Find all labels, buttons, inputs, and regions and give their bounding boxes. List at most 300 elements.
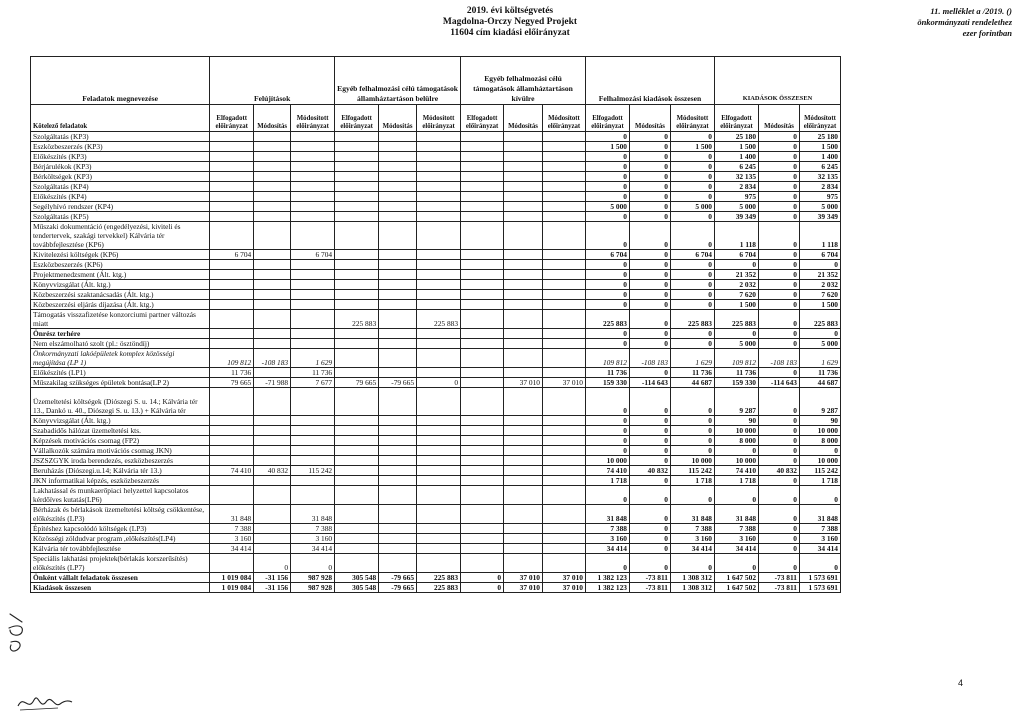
cell-value: 0 <box>759 300 800 310</box>
cell-value <box>254 456 291 466</box>
cell-value: -114 643 <box>630 378 671 388</box>
cell-value <box>335 300 379 310</box>
cell-value: 7 388 <box>291 524 335 534</box>
col-group-capital-total: Felhalmozási kiadások összesen <box>585 57 714 105</box>
cell-value: 7 388 <box>210 524 254 534</box>
cell-value: 3 160 <box>799 534 840 544</box>
table-row <box>31 310 841 329</box>
cell-value: 109 812 <box>585 349 629 368</box>
document-header <box>380 6 640 39</box>
cell-value <box>254 436 291 446</box>
cell-value: 0 <box>585 270 629 280</box>
cell-value: 0 <box>585 172 629 182</box>
cell-value <box>335 260 379 270</box>
cell-value <box>291 182 335 192</box>
table-row <box>31 280 841 290</box>
cell-value <box>542 300 585 310</box>
cell-value: 31 848 <box>670 505 714 524</box>
cell-value: 40 832 <box>759 466 800 476</box>
cell-value <box>291 436 335 446</box>
sub-header: Módosított előirányzat <box>417 105 461 132</box>
sub-header: Módosított előirányzat <box>542 105 585 132</box>
cell-value: 225 883 <box>417 573 461 583</box>
cell-value <box>291 192 335 202</box>
cell-value <box>417 436 461 446</box>
cell-value <box>335 152 379 162</box>
cell-value: 0 <box>799 329 840 339</box>
cell-value <box>210 339 254 349</box>
cell-value: 0 <box>630 202 671 212</box>
cell-value <box>417 192 461 202</box>
cell-value: 0 <box>759 505 800 524</box>
cell-value: 37 010 <box>542 378 585 388</box>
cell-value <box>461 378 504 388</box>
cell-value <box>542 505 585 524</box>
cell-value <box>504 152 543 162</box>
cell-value: 7 620 <box>714 290 758 300</box>
cell-value <box>504 486 543 505</box>
group-header-row <box>31 57 841 105</box>
cell-value <box>254 300 291 310</box>
cell-value <box>210 260 254 270</box>
cell-value <box>417 466 461 476</box>
cell-value <box>461 416 504 426</box>
row-label: Projektmenedzsment (Ált. ktg.) <box>31 270 210 280</box>
cell-value: 0 <box>630 476 671 486</box>
cell-value <box>254 426 291 436</box>
cell-value: 6 245 <box>799 162 840 172</box>
cell-value: 115 242 <box>670 466 714 476</box>
row-label: Közösségi zöldudvar program ,előkészítés(LP4) <box>31 534 210 544</box>
cell-value: 987 928 <box>291 573 335 583</box>
cell-value <box>542 172 585 182</box>
cell-value: 0 <box>670 222 714 250</box>
cell-value: 0 <box>759 544 800 554</box>
cell-value: 3 160 <box>585 534 629 544</box>
cell-value: 0 <box>670 554 714 573</box>
cell-value <box>542 436 585 446</box>
cell-value <box>210 152 254 162</box>
row-label: Kálvária tér továbbfejlesztése <box>31 544 210 554</box>
cell-value <box>461 212 504 222</box>
cell-value: 74 410 <box>210 466 254 476</box>
table-row <box>31 222 841 250</box>
row-label: Szolgáltatás (KP3) <box>31 132 210 142</box>
cell-value: 0 <box>799 446 840 456</box>
cell-value <box>335 456 379 466</box>
cell-value <box>379 416 417 426</box>
table-row <box>31 162 841 172</box>
row-label: Speciális lakhatási projektek(bérlakás korszerűsítés) előkészítés (LP7) <box>31 554 210 573</box>
sub-header: Elfogadott előirányzat <box>585 105 629 132</box>
cell-value: 0 <box>630 339 671 349</box>
cell-value <box>291 300 335 310</box>
cell-value: 1 718 <box>714 476 758 486</box>
cell-value <box>461 162 504 172</box>
cell-value: 0 <box>585 132 629 142</box>
cell-value <box>254 260 291 270</box>
sub-header: Módosítás <box>630 105 671 132</box>
cell-value <box>504 250 543 260</box>
total-row <box>31 583 841 593</box>
cell-value: 0 <box>630 212 671 222</box>
cell-value: 159 330 <box>714 378 758 388</box>
cell-value <box>461 476 504 486</box>
cell-value: 0 <box>585 260 629 270</box>
cell-value <box>504 202 543 212</box>
cell-value <box>335 270 379 280</box>
cell-value <box>379 222 417 250</box>
cell-value: 74 410 <box>714 466 758 476</box>
table-row <box>31 202 841 212</box>
cell-value: 0 <box>714 554 758 573</box>
cell-value: 0 <box>759 280 800 290</box>
cell-value: 0 <box>759 192 800 202</box>
cell-value <box>504 388 543 416</box>
cell-value <box>542 426 585 436</box>
row-label: Önrész terhére <box>31 329 210 339</box>
cell-value <box>461 329 504 339</box>
sub-header: Elfogadott előirányzat <box>210 105 254 132</box>
cell-value <box>335 212 379 222</box>
row-label: Kiadások összesen <box>31 583 210 593</box>
cell-value <box>417 349 461 368</box>
cell-value: 79 665 <box>335 378 379 388</box>
row-label: Bérköltségek (KP3) <box>31 172 210 182</box>
cell-value: 1 647 502 <box>714 573 758 583</box>
table-row <box>31 368 841 378</box>
cell-value: 0 <box>630 329 671 339</box>
row-label: Képzések motivációs csomag (FP2) <box>31 436 210 446</box>
row-label: Közbeszerzési szaktanácsadás (Ált. ktg.) <box>31 290 210 300</box>
table-row <box>31 554 841 573</box>
cell-value: 11 736 <box>291 368 335 378</box>
cell-value: 0 <box>670 280 714 290</box>
cell-value <box>542 142 585 152</box>
cell-value: 1 400 <box>799 152 840 162</box>
cell-value <box>291 152 335 162</box>
cell-value: 0 <box>670 182 714 192</box>
cell-value <box>542 339 585 349</box>
cell-value <box>542 524 585 534</box>
cell-value: 34 414 <box>585 544 629 554</box>
cell-value: 1 573 691 <box>799 573 840 583</box>
row-label: Könyvvizsgálat (Ált. ktg.) <box>31 416 210 426</box>
cell-value <box>291 132 335 142</box>
table-row <box>31 466 841 476</box>
cell-value: 0 <box>759 554 800 573</box>
cell-value: 0 <box>585 339 629 349</box>
cell-value: 1 718 <box>585 476 629 486</box>
cell-value <box>379 212 417 222</box>
cell-value <box>210 132 254 142</box>
cell-value <box>335 368 379 378</box>
cell-value <box>254 222 291 250</box>
cell-value <box>542 466 585 476</box>
cell-value <box>291 172 335 182</box>
table-row <box>31 349 841 368</box>
cell-value <box>210 456 254 466</box>
cell-value <box>504 300 543 310</box>
cell-value <box>504 524 543 534</box>
cell-value: 0 <box>670 260 714 270</box>
cell-value: 0 <box>759 436 800 446</box>
row-label: Előkészítés (KP3) <box>31 152 210 162</box>
cell-value: 6 704 <box>585 250 629 260</box>
cell-value <box>291 202 335 212</box>
cell-value <box>417 142 461 152</box>
cell-value <box>254 476 291 486</box>
cell-value <box>542 290 585 300</box>
cell-value <box>417 446 461 456</box>
cell-value <box>210 300 254 310</box>
cell-value <box>254 290 291 300</box>
row-label: Bérházak és bérlakások üzemeltetési költség csökkentése, előkészítés (LP3) <box>31 505 210 524</box>
cell-value <box>291 339 335 349</box>
table-row <box>31 534 841 544</box>
cell-value: 0 <box>630 260 671 270</box>
cell-value <box>461 505 504 524</box>
cell-value: 5 000 <box>714 339 758 349</box>
cell-value <box>542 368 585 378</box>
cell-value <box>335 162 379 172</box>
cell-value <box>542 280 585 290</box>
cell-value: 44 687 <box>670 378 714 388</box>
cell-value <box>542 554 585 573</box>
row-label: Önkormányzati lakóépületek komplex közösségi megújítása (LP 1) <box>31 349 210 368</box>
cell-value <box>504 505 543 524</box>
cell-value: 0 <box>759 142 800 152</box>
cell-value <box>461 368 504 378</box>
cell-value <box>335 142 379 152</box>
cell-value <box>210 192 254 202</box>
cell-value: 0 <box>585 212 629 222</box>
cell-value <box>417 202 461 212</box>
cell-value <box>461 290 504 300</box>
cell-value: 225 883 <box>417 310 461 329</box>
cell-value <box>254 416 291 426</box>
cell-value <box>291 426 335 436</box>
cell-value <box>417 132 461 142</box>
cell-value: 2 032 <box>714 280 758 290</box>
cell-value <box>254 534 291 544</box>
cell-value <box>417 162 461 172</box>
cell-value <box>417 329 461 339</box>
cell-value <box>417 270 461 280</box>
cell-value <box>291 162 335 172</box>
cell-value <box>542 182 585 192</box>
cell-value <box>504 172 543 182</box>
col-group-expenditure-total: KIADÁSOK ÖSSZESEN <box>714 57 840 105</box>
table-row <box>31 290 841 300</box>
cell-value: 0 <box>670 339 714 349</box>
cell-value: -108 183 <box>254 349 291 368</box>
cell-value <box>504 142 543 152</box>
cell-value <box>379 456 417 466</box>
cell-value: 0 <box>630 152 671 162</box>
cell-value <box>461 524 504 534</box>
cell-value: 0 <box>670 212 714 222</box>
cell-value <box>254 192 291 202</box>
cell-value: -71 988 <box>254 378 291 388</box>
cell-value <box>461 222 504 250</box>
row-label: Bérjárulékok (KP3) <box>31 162 210 172</box>
cell-value: 0 <box>585 300 629 310</box>
cell-value: 0 <box>585 426 629 436</box>
table-row <box>31 152 841 162</box>
cell-value: 0 <box>630 310 671 329</box>
row-label: Előkészítés (LP1) <box>31 368 210 378</box>
cell-value: 0 <box>585 290 629 300</box>
cell-value <box>504 456 543 466</box>
cell-value <box>379 142 417 152</box>
table-row <box>31 544 841 554</box>
cell-value: 10 000 <box>670 456 714 466</box>
cell-value <box>210 212 254 222</box>
cell-value <box>210 476 254 486</box>
cell-value: 31 848 <box>799 505 840 524</box>
cell-value: -31 156 <box>254 573 291 583</box>
signature <box>14 686 74 716</box>
cell-value: 0 <box>630 524 671 534</box>
cell-value: 21 352 <box>714 270 758 280</box>
cell-value: 0 <box>799 554 840 573</box>
cell-value <box>417 172 461 182</box>
cell-value <box>379 192 417 202</box>
cell-value <box>461 436 504 446</box>
cell-value <box>291 222 335 250</box>
cell-value <box>379 554 417 573</box>
cell-value <box>417 486 461 505</box>
cell-value: 2 032 <box>799 280 840 290</box>
cell-value <box>504 260 543 270</box>
cell-value <box>542 310 585 329</box>
cell-value <box>210 280 254 290</box>
cell-value: 0 <box>630 505 671 524</box>
cell-value <box>417 290 461 300</box>
cell-value: 2 834 <box>714 182 758 192</box>
cell-value <box>542 212 585 222</box>
cell-value <box>542 416 585 426</box>
cell-value: 0 <box>630 222 671 250</box>
cell-value: 0 <box>585 152 629 162</box>
cell-value: 7 388 <box>799 524 840 534</box>
row-label: Lakhatással és munkaerőpiaci helyzettel kapcsolatos kérdőíves kutatás(LP6) <box>31 486 210 505</box>
cell-value <box>417 554 461 573</box>
cell-value: 0 <box>585 329 629 339</box>
cell-value: 987 928 <box>291 583 335 593</box>
cell-value <box>542 388 585 416</box>
cell-value <box>210 202 254 212</box>
cell-value <box>542 544 585 554</box>
cell-value: 225 883 <box>799 310 840 329</box>
cell-value <box>417 524 461 534</box>
cell-value <box>379 368 417 378</box>
col-group-grants-outside: Egyéb felhalmozási célú támogatások államháztartáson kívülre <box>461 57 586 105</box>
cell-value: 0 <box>585 222 629 250</box>
sub-header: Módosítás <box>504 105 543 132</box>
decree-line: önkormányzati rendelethez <box>917 17 1012 27</box>
cell-value: 1 382 123 <box>585 583 629 593</box>
cell-value <box>254 182 291 192</box>
cell-value: 6 704 <box>291 250 335 260</box>
cell-value: 109 812 <box>714 349 758 368</box>
cell-value <box>335 202 379 212</box>
cell-value <box>504 329 543 339</box>
cell-value: 1 500 <box>799 300 840 310</box>
cell-value: 0 <box>630 486 671 505</box>
cell-value <box>417 476 461 486</box>
cell-value: 0 <box>670 329 714 339</box>
table-row <box>31 505 841 524</box>
cell-value <box>335 544 379 554</box>
cell-value: 0 <box>759 222 800 250</box>
cell-value: 0 <box>670 270 714 280</box>
row-label: Műszakilag szükséges épületek bontása(LP 2) <box>31 378 210 388</box>
header-line-project: Magdolna-Orczy Negyed Projekt <box>442 17 578 27</box>
cell-value: 0 <box>759 329 800 339</box>
cell-value <box>291 329 335 339</box>
cell-value <box>254 250 291 260</box>
cell-value: 0 <box>759 456 800 466</box>
cell-value: 10 000 <box>585 456 629 466</box>
cell-value <box>335 524 379 534</box>
cell-value <box>254 280 291 290</box>
cell-value: 0 <box>670 486 714 505</box>
cell-value: 7 388 <box>714 524 758 534</box>
cell-value: 0 <box>417 378 461 388</box>
cell-value: -31 156 <box>254 583 291 593</box>
cell-value: 975 <box>799 192 840 202</box>
cell-value: 1 500 <box>670 142 714 152</box>
table-row <box>31 172 841 182</box>
cell-value: 0 <box>759 486 800 505</box>
cell-value: -73 811 <box>759 573 800 583</box>
cell-value <box>417 534 461 544</box>
cell-value <box>417 260 461 270</box>
cell-value: 10 000 <box>799 456 840 466</box>
cell-value <box>379 476 417 486</box>
cell-value: 0 <box>630 544 671 554</box>
cell-value: 0 <box>630 162 671 172</box>
cell-value <box>417 456 461 466</box>
cell-value: 1 500 <box>585 142 629 152</box>
cell-value <box>291 486 335 505</box>
table-row <box>31 446 841 456</box>
cell-value <box>542 132 585 142</box>
cell-value: 1 308 312 <box>670 583 714 593</box>
cell-value: 11 736 <box>210 368 254 378</box>
cell-value: 0 <box>670 132 714 142</box>
cell-value: 0 <box>291 554 335 573</box>
cell-value <box>542 162 585 172</box>
cell-value <box>379 152 417 162</box>
cell-value: 6 245 <box>714 162 758 172</box>
cell-value <box>254 142 291 152</box>
cell-value: 0 <box>759 368 800 378</box>
cell-value: 34 414 <box>714 544 758 554</box>
cell-value <box>461 280 504 290</box>
cell-value <box>254 270 291 280</box>
cell-value: 0 <box>759 534 800 544</box>
cell-value: 79 665 <box>210 378 254 388</box>
table-row <box>31 250 841 260</box>
cell-value: 0 <box>585 486 629 505</box>
cell-value <box>461 300 504 310</box>
cell-value <box>335 388 379 416</box>
table-row <box>31 476 841 486</box>
cell-value <box>542 192 585 202</box>
